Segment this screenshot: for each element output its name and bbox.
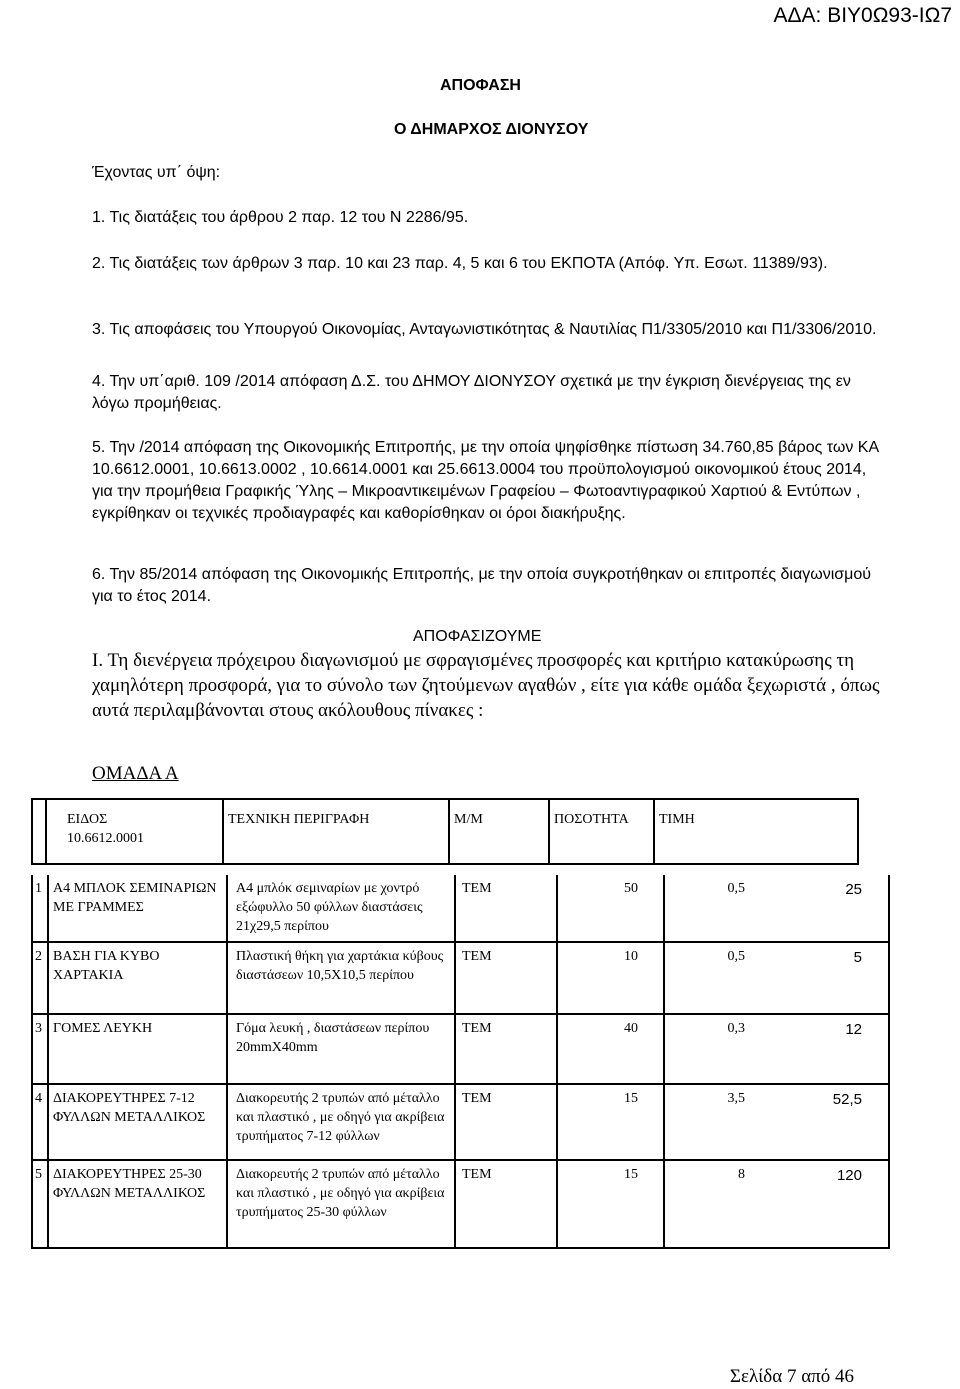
consideration-5: 5. Την /2014 απόφαση της Οικονομικής Επιτροπής, με την οποία ψηφίσθηκε πίστωση 34.760,85 βάρος των ΚΑ 10.6612.0001, 10.6613.0002 , 10.6614.0001 και 25.6613.0004 του προϋπολογισμού οικονομικού έτους 2014, για την προμήθεια Γραφικής Ύλης – Μικροαντικειμένων Γραφείου – Φωτοαντιγραφικού Χαρτιού & Εντύπων , εγκρίθηκαν οι τεχνικές προδιαγραφές και καθορίσθηκαν οι όροι διακήρυξης. [92, 439, 879, 522]
table-row [31, 1085, 890, 1161]
consideration-6: 6. Την 85/2014 απόφαση της Οικονομικής Επιτροπής, με την οποία συγκροτήθηκαν οι επιτροπές διαγωνισμού για το έτος 2014. [92, 566, 872, 605]
items-table [31, 798, 859, 865]
table-row [31, 875, 890, 943]
item-description: Διακορευτής 2 τρυπών από μέταλλο και πλαστικό , με οδηγό για ακρίβεια τρυπήματος 7-12 φύλλων [236, 1091, 445, 1144]
column-divider [556, 875, 558, 941]
column-divider [663, 1085, 665, 1159]
header-quantity-cell [549, 799, 654, 864]
column-divider [454, 875, 456, 941]
item-unit: ΤΕΜ [462, 1167, 492, 1182]
item-unit: ΤΕΜ [462, 1091, 492, 1106]
group-title: ΟΜΑΔΑ Α [92, 763, 179, 784]
item-total: 120 [836, 1167, 862, 1184]
decision-text: Ι. Τη διενέργεια πρόχειρου διαγωνισμού με σφραγισμένες προσφορές και κριτήριο κατακύρωσης τη χαμηλότερη προσφορά, για το σύνολο των ζητούμενων αγαθών , είτε για κάθε ομάδα ξεχωριστά , όπως αυτά περιλαμβάνονται στους ακόλουθους πίνακες : [92, 650, 880, 721]
row-number: 3 [35, 1021, 42, 1036]
column-divider [454, 1085, 456, 1159]
item-price: 0,3 [727, 1021, 745, 1036]
item-total: 5 [853, 949, 862, 966]
item-quantity: 15 [624, 1167, 638, 1182]
header-description: ΤΕΧΝΙΚΗ ΠΕΡΙΓΡΑΦΗ [228, 812, 370, 827]
row-number: 1 [35, 881, 42, 896]
intro-text: Έχοντας υπ΄ όψη: [92, 164, 221, 181]
header-unit-cell [449, 799, 549, 864]
header-code-value: 10.6612.0001 [67, 831, 144, 846]
row-number: 5 [35, 1167, 42, 1182]
row-number: 4 [35, 1091, 42, 1106]
consideration-2: 2. Τις διατάξεις των άρθρων 3 παρ. 10 και 23 παρ. 4, 5 και 6 του ΕΚΠΟΤΑ (Απόφ. Υπ. Εσωτ. 11389/93). [92, 255, 828, 272]
column-divider [454, 1015, 456, 1083]
column-divider [556, 1161, 558, 1247]
column-divider [556, 943, 558, 1013]
item-total: 12 [845, 1021, 862, 1038]
header-quantity: ΠΟΣΟΤΗΤΑ [554, 812, 629, 827]
column-divider [556, 1085, 558, 1159]
item-description: Γόμα λευκή , διαστάσεων περίπου 20mmX40mm [236, 1021, 430, 1055]
header-description-cell [223, 799, 449, 864]
column-divider [663, 943, 665, 1013]
item-price: 0,5 [727, 881, 745, 896]
header-price-cell [654, 799, 858, 864]
item-name: ΓΟΜΕΣ ΛΕΥΚΗ [53, 1021, 153, 1036]
item-name: ΔΙΑΚΟΡΕΥΤΗΡΕΣ 25-30 ΦΥΛΛΩΝ ΜΕΤΑΛΛΙΚΟΣ [53, 1167, 206, 1201]
consideration-1: 1. Τις διατάξεις του άρθρου 2 παρ. 12 του Ν 2286/95. [92, 209, 469, 226]
column-divider [226, 875, 228, 941]
consideration-4: 4. Την υπ΄αριθ. 109 /2014 απόφαση Δ.Σ. του ΔΗΜΟΥ ΔΙΟΝΥΣΟΥ σχετικά με την έγκριση διενέργειας της εν λόγω προμήθειας. [92, 373, 851, 412]
item-unit: ΤΕΜ [462, 1021, 492, 1036]
table-row [31, 1015, 890, 1085]
consideration-3: 3. Τις αποφάσεις του Υπουργού Οικονομίας, Ανταγωνιστικότητας & Ναυτιλίας Π1/3305/2010 και Π1/3306/2010. [92, 321, 877, 338]
document-title: ΑΠΟΦΑΣΗ [440, 77, 521, 94]
item-quantity: 40 [624, 1021, 638, 1036]
decide-heading: ΑΠΟΦΑΣΙΖΟΥΜΕ [413, 628, 542, 645]
item-total: 25 [845, 881, 862, 898]
column-divider [663, 875, 665, 941]
ada-code: ΑΔΑ: ΒΙΥ0Ω93-ΙΩ7 [773, 4, 952, 27]
item-name: ΒΑΣΗ ΓΙΑ ΚΥΒΟ ΧΑΡΤΑΚΙΑ [53, 949, 160, 983]
item-name: Α4 ΜΠΛΟΚ ΣΕΜΙΝΑΡΙΩΝ ΜΕ ΓΡΑΜΜΕΣ [53, 881, 217, 915]
item-description: Α4 μπλόκ σεμιναρίων με χοντρό εξώφυλλο 50 φύλλων διαστάσεις 21χ29,5 περίπου [236, 881, 423, 934]
table-row [31, 943, 890, 1015]
column-divider [556, 1015, 558, 1083]
table-header-row [32, 799, 858, 864]
item-price: 3,5 [727, 1091, 745, 1106]
item-quantity: 10 [624, 949, 638, 964]
item-unit: ΤΕΜ [462, 881, 492, 896]
header-num-cell [32, 799, 46, 864]
item-description: Διακορευτής 2 τρυπών από μέταλλο και πλαστικό , με οδηγό για ακρίβεια τρυπήματος 25-30 φύλλων [236, 1167, 445, 1220]
item-unit: ΤΕΜ [462, 949, 492, 964]
column-divider [663, 1161, 665, 1247]
item-description: Πλαστική θήκη για χαρτάκια κύβους διαστάσεων 10,5Χ10,5 περίπου [236, 949, 444, 983]
item-price: 8 [738, 1167, 745, 1182]
column-divider [454, 1161, 456, 1247]
column-divider [454, 943, 456, 1013]
item-name: ΔΙΑΚΟΡΕΥΤΗΡΕΣ 7-12 ΦΥΛΛΩΝ ΜΕΤΑΛΛΙΚΟΣ [53, 1091, 206, 1125]
column-divider [226, 1161, 228, 1247]
item-quantity: 50 [624, 881, 638, 896]
header-code-cell [46, 799, 223, 864]
item-price: 0,5 [727, 949, 745, 964]
item-total: 52,5 [832, 1091, 862, 1108]
column-divider [226, 1085, 228, 1159]
row-number: 2 [35, 949, 42, 964]
column-divider [226, 943, 228, 1013]
column-divider [226, 1015, 228, 1083]
document-subtitle: Ο ΔΗΜΑΡΧΟΣ ΔΙΟΝΥΣΟΥ [394, 121, 589, 138]
item-quantity: 15 [624, 1091, 638, 1106]
header-unit: Μ/Μ [454, 812, 483, 827]
page-number: Σελίδα 7 από 46 [729, 1366, 854, 1387]
table-row [31, 1161, 890, 1249]
column-divider [663, 1015, 665, 1083]
header-code-label: ΕΙΔΟΣ [67, 812, 108, 827]
header-price: ΤΙΜΗ [659, 812, 695, 827]
